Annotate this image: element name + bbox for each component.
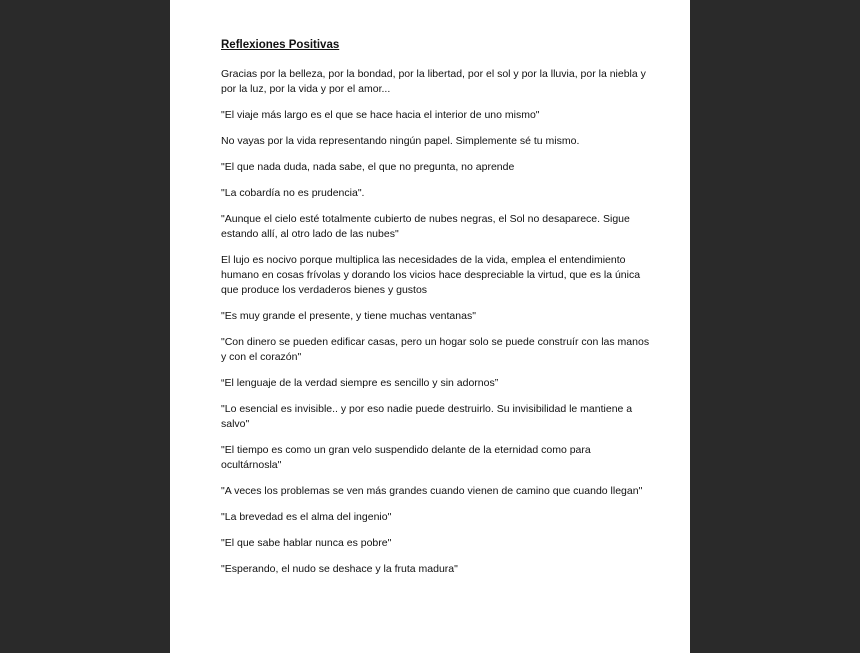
document-page <box>170 0 690 653</box>
quote-paragraph: "La cobardía no es prudencia". <box>221 187 365 199</box>
quote-paragraph: "La brevedad es el alma del ingenio" <box>221 511 392 523</box>
quote-paragraph: "Aunque el cielo esté totalmente cubierto de nubes negras, el Sol no desaparece. Sigue estando allí, al otro lado de las nubes" <box>221 213 630 240</box>
quote-paragraph: "Lo esencial es invisible.. y por eso nadie puede destruirlo. Su invisibilidad le mantiene a salvo" <box>221 403 633 430</box>
quote-paragraph: "A veces los problemas se ven más grandes cuando vienen de camino que cuando llegan" <box>221 485 643 497</box>
quote-paragraph: No vayas por la vida representando ningún papel. Simplemente sé tu mismo. <box>221 135 580 147</box>
quote-paragraph: El lujo es nocivo porque multiplica las necesidades de la vida, emplea el entendimiento humano en cosas frívolas y dorando los vicios hace despreciable la virtud, que es la única que produce los verdaderos bienes y gustos <box>221 254 641 296</box>
quote-paragraph: "El viaje más largo es el que se hace hacia el interior de uno mismo" <box>221 109 540 121</box>
document-title: Reflexiones Positivas <box>221 39 340 51</box>
quote-paragraph: “El lenguaje de la verdad siempre es sencillo y sin adornos” <box>221 377 499 389</box>
quote-paragraph: "Con dinero se pueden edificar casas, pero un hogar solo se puede construír con las manos y con el corazón" <box>221 336 650 363</box>
quote-paragraph: "Es muy grande el presente, y tiene muchas ventanas" <box>221 310 476 322</box>
quote-paragraph: "El que nada duda, nada sabe, el que no pregunta, no aprende <box>221 161 515 173</box>
quote-paragraph: Gracias por la belleza, por la bondad, por la libertad, por el sol y por la lluvia, por la niebla y por la luz, por la vida y por el amor... <box>221 68 646 95</box>
quote-paragraph: "El tiempo es como un gran velo suspendido delante de la eternidad como para ocultárnosla" <box>221 444 591 471</box>
document-content <box>221 38 651 588</box>
quote-paragraph: "El que sabe hablar nunca es pobre" <box>221 537 392 549</box>
quote-paragraph: "Esperando, el nudo se deshace y la fruta madura" <box>221 563 458 575</box>
